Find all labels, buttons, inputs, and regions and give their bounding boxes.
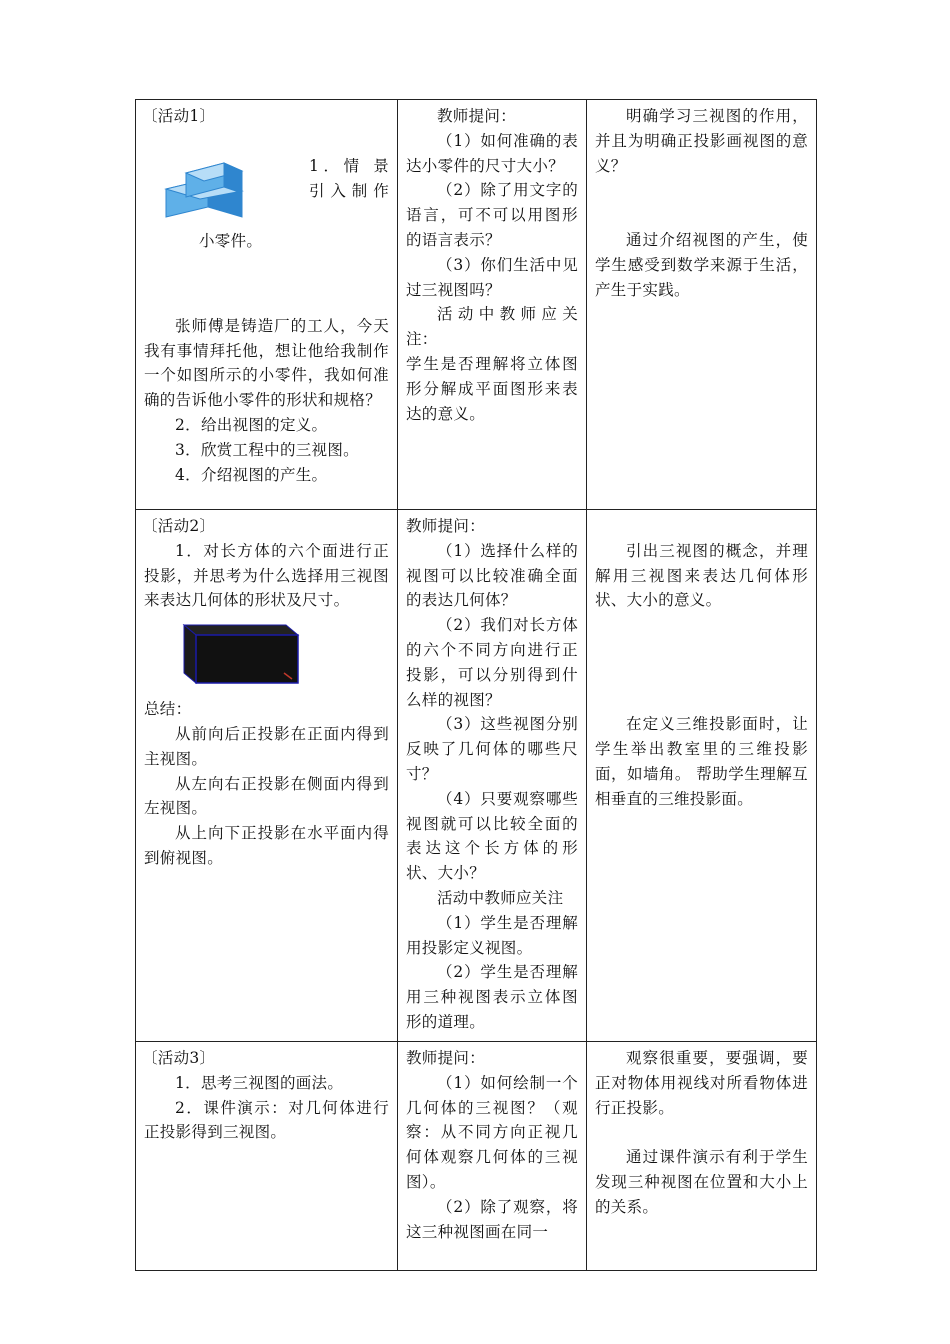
teacher-question-heading: 教师提问： <box>406 517 486 535</box>
summary-label: 总结： <box>144 700 192 719</box>
teacher-attention-2: （2）学生是否理解用三种视图表示立体图形的道理。 <box>406 963 578 1031</box>
activity-3-heading: 〔活动3〕 <box>142 1049 216 1067</box>
intent-paragraph-1: 明确学习三视图的作用，并且为明确正投影画视图的意义？ <box>595 107 808 175</box>
teacher-question-1: （1）如何准确的表达小零件的尺寸大小？ <box>406 131 578 175</box>
stair-part-figure <box>164 159 244 224</box>
intent-paragraph-2: 通过介绍视图的产生，使学生感受到数学来源于生活，产生于实践。 <box>595 230 808 299</box>
activity-3-row <box>136 1042 817 1271</box>
activity-2-teacher-cell <box>398 510 587 1042</box>
activity-1-item-4: 4．介绍视图的产生。 <box>175 465 328 484</box>
teacher-question-3: （3）这些视图分别反映了几何体的哪些尺寸？ <box>406 715 578 783</box>
teacher-question-1: （1）选择什么样的视图可以比较准确全面的表达几何体？ <box>406 541 578 610</box>
teacher-attention-1: （1）学生是否理解用投影定义视图。 <box>406 913 578 957</box>
teacher-question-2: （2）除了用文字的语言，可不可以用图形的语言表示？ <box>406 181 578 249</box>
teacher-attention-heading: 活动中教师应关注： <box>406 305 578 349</box>
teacher-question-2: （2）我们对长方体的六个不同方向进行正投影，可以分别得到什么样的视图？ <box>406 616 578 709</box>
summary-line-2: 从左向右正投影在侧面内得到左视图。 <box>144 774 389 818</box>
teacher-question-heading: 教师提问： <box>437 107 517 125</box>
activity-2-item-1: 1．对长方体的六个面进行正投影，并思考为什么选择用三视图来表达几何体的形状及尺寸。 <box>144 541 389 610</box>
activity-1-item-3: 3．欣赏工程中的三视图。 <box>175 440 359 459</box>
activity-1-item-2: 2．给出视图的定义。 <box>175 415 328 434</box>
activity-1-row <box>136 100 817 510</box>
teacher-question-3: （3）你们生活中见过三视图吗？ <box>406 255 578 299</box>
intro-item-1: 1．情 景 引 入 制 作 <box>309 156 389 200</box>
activity-3-intent-cell <box>587 1042 817 1271</box>
activity-2-row <box>136 510 817 1042</box>
summary-line-1: 从前向后正投影在正面内得到主视图。 <box>144 724 389 768</box>
intent-paragraph-1: 观察很重要，要强调，要正对物体用视线对所看物体进行正投影。 <box>595 1049 808 1117</box>
teacher-question-2: （2）除了观察，将这三种视图画在同一 <box>406 1197 578 1241</box>
activity-3-content-cell <box>136 1042 398 1271</box>
teacher-question-1: （1）如何绘制一个几何体的三视图？（观察：从不同方向正视几何体观察几何体的三视图）。 <box>406 1073 578 1191</box>
summary-line-3: 从上向下正投影在水平面内得到俯视图。 <box>144 824 389 867</box>
teacher-question-heading: 教师提问： <box>406 1049 486 1067</box>
teacher-attention-heading: 活动中教师应关注 <box>437 888 564 907</box>
lesson-plan-table <box>135 99 817 1271</box>
teacher-attention-body: 学生是否理解将立体图形分解成平面图形来表达的意义。 <box>406 354 578 423</box>
activity-1-content-cell <box>136 100 398 510</box>
activity-2-heading: 〔活动2〕 <box>142 517 216 535</box>
intent-paragraph-2: 在定义三维投影面时，让学生举出教室里的三维投影面，如墙角。 帮助学生理解互相垂直的三维投影面。 <box>595 715 808 808</box>
cuboid-figure <box>182 623 302 685</box>
activity-1-intro <box>144 129 389 314</box>
activity-3-teacher-cell <box>398 1042 587 1271</box>
teacher-question-4: （4）只要观察哪些视图就可以比较全面的表达这个长方体的形状、大小？ <box>406 789 578 883</box>
intro-item-1-tail: 小零件。 <box>199 231 263 250</box>
activity-2-intent-cell <box>587 510 817 1042</box>
intent-paragraph-2: 通过课件演示有利于学生发现三种视图在位置和大小上的关系。 <box>595 1148 808 1216</box>
story-paragraph: 张师傅是铸造厂的工人，今天我有事情拜托他，想让他给我制作一个如图所示的小零件，我如何准确的告诉他小零件的形状和规格？ <box>144 316 389 410</box>
activity-1-intent-cell <box>587 100 817 510</box>
activity-1-teacher-cell <box>398 100 587 510</box>
activity-1-heading: 〔活动1〕 <box>142 107 216 125</box>
activity-3-item-2: 2．课件演示：对几何体进行正投影得到三视图。 <box>144 1098 389 1142</box>
activity-3-item-1: 1．思考三视图的画法。 <box>175 1073 344 1092</box>
intent-paragraph-1: 引出三视图的概念，并理解用三视图来表达几何体形状、大小的意义。 <box>595 541 808 610</box>
activity-2-content-cell <box>136 510 398 1042</box>
